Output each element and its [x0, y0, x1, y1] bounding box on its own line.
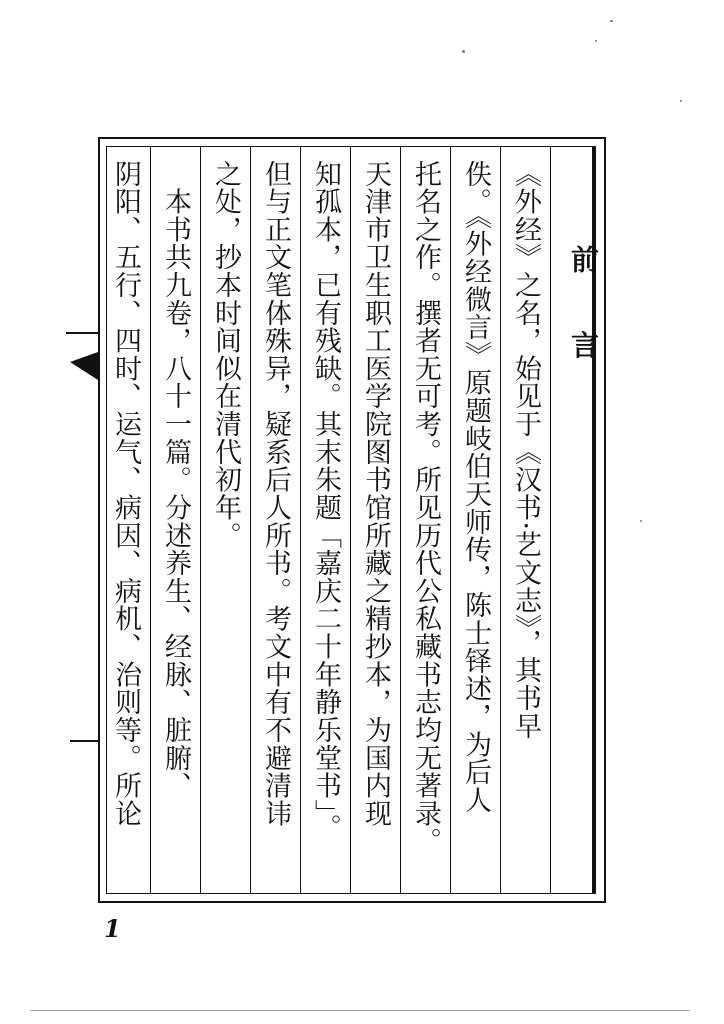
- scan-edge-mark: [66, 332, 98, 334]
- column-rule: [400, 146, 401, 894]
- column-rule: [500, 146, 501, 894]
- page-title: 前 言: [567, 245, 600, 383]
- scan-speck: [680, 100, 682, 102]
- text-column-5: 知孤本，已有残缺。其末朱题「嘉庆二十年静乐堂书」。: [310, 160, 341, 842]
- page-number: 1: [104, 914, 121, 943]
- scan-edge-mark: [70, 740, 98, 742]
- text-column-2: 佚。《外经微言》原题岐伯天师传，陈士铎述，为后人: [460, 160, 491, 814]
- scan-edge-wedge: [70, 352, 98, 380]
- column-rule: [550, 146, 551, 894]
- column-rule: [150, 146, 151, 894]
- column-rule: [300, 146, 301, 894]
- column-rule: [350, 146, 351, 894]
- text-column-8: 本书共九卷，八十一篇。分述养生、经脉、脏腑、: [160, 160, 191, 800]
- scan-bottom-line: [30, 1010, 690, 1011]
- text-column-7: 之处，抄本时间似在清代初年。: [210, 160, 241, 550]
- scan-speck: [462, 50, 465, 53]
- text-column-1: 《外经》之名，始见于《汉书·艺文志》，其书早: [510, 160, 541, 740]
- text-column-6: 但与正文笔体殊异，疑系后人所书。考文中有不避清讳: [260, 160, 291, 828]
- column-rule: [250, 146, 251, 894]
- scan-speck: [610, 20, 613, 22]
- text-column-9: 阴阳、五行、四时、运气、病因、病机、治则等。所论: [110, 160, 141, 828]
- text-column-4: 天津市卫生职工医学院图书馆所藏之精抄本，为国内现: [360, 160, 391, 828]
- column-rule: [200, 146, 201, 894]
- column-rule: [450, 146, 451, 894]
- scan-speck: [595, 40, 597, 42]
- text-column-3: 托名之作。撰者无可考。所见历代公私藏书志均无著录。: [410, 160, 441, 856]
- scan-speck: [640, 520, 642, 522]
